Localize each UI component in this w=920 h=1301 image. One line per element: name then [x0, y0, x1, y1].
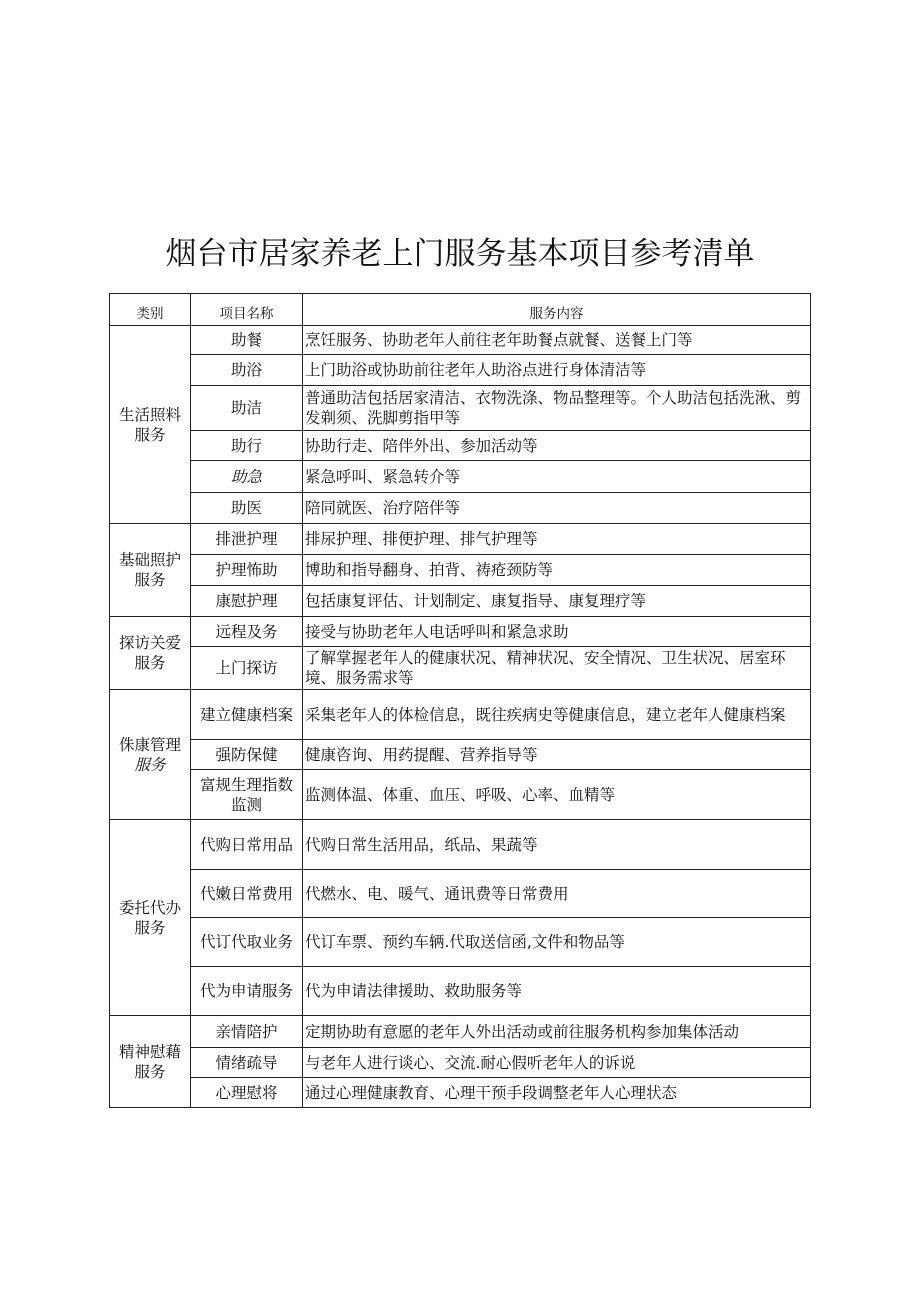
service-content-cell: 烹饪服务、协助老年人前往老年助餐点就餐、送餐上门等: [303, 326, 811, 355]
item-name-cell: 康慰护理: [191, 586, 303, 617]
service-content-cell: 协助行走、陪伴外出、参加活动等: [303, 431, 811, 461]
service-content-cell: 上门助浴或协助前往老年人助浴点进行身体清洁等: [303, 355, 811, 386]
service-content-cell: 与老年人进行谈心、交流.耐心假听老年人的诉说: [303, 1048, 811, 1078]
service-table: [109, 293, 811, 1108]
table-row: [110, 770, 811, 820]
category-label-line: 委托代办: [118, 898, 181, 917]
table-row: [110, 690, 811, 740]
category-cell: [110, 690, 191, 820]
service-content-cell: 接受与协助老年人电话呼叫和紧急求助: [303, 617, 811, 647]
item-name-cell: 代为申请服务: [191, 967, 303, 1016]
service-content-cell: 代燃水、电、暖气、通讯费等日常费用: [303, 870, 811, 918]
item-name-cell: 上门探访: [191, 647, 303, 690]
service-content-cell: 采集老年人的体检信息，既往疾病史等健康信息，建立老年人健康档案: [303, 690, 811, 740]
table-row: [110, 647, 811, 690]
table-row: [110, 967, 811, 1016]
item-name-cell: 代嫩日常费用: [191, 870, 303, 918]
item-name-cell: 心理慰将: [191, 1078, 303, 1108]
page-title: 烟台市居家养老上门服务基本项目参考清单: [165, 236, 755, 272]
category-label-line: 服务: [134, 1062, 166, 1081]
table-row: [110, 1078, 811, 1108]
item-name-cell: 护理怖助: [191, 555, 303, 586]
category-cell: [110, 820, 191, 1016]
item-name-cell: 助洁: [191, 386, 303, 431]
table-row: [110, 386, 811, 431]
category-label-line: 服务: [134, 571, 166, 589]
header-item: 项目名称: [191, 294, 303, 326]
table-row: [110, 586, 811, 617]
table-row: [110, 326, 811, 355]
service-content-cell: 通过心理健康教育、心理干预手段调整老年人心理状态: [303, 1078, 811, 1108]
table-row: [110, 493, 811, 524]
table-row: [110, 431, 811, 461]
service-content-cell: 代订车票、预约车辆.代取送信函,文件和物品等: [303, 918, 811, 967]
category-label-line: 侏康管理: [118, 735, 181, 754]
service-content-cell: 了解掌握老年人的健康状况、精神状况、安全情况、卫生状况、居室环境、服务需求等: [303, 647, 811, 690]
category-cell: [110, 617, 191, 690]
item-name-cell: 强防保健: [191, 740, 303, 770]
item-name-cell: 助急: [191, 461, 303, 493]
table-row: [110, 870, 811, 918]
category-label-line: 生活照料: [118, 405, 181, 424]
service-content-cell: 监测体温、体重、血压、呼吸、心率、血精等: [303, 770, 811, 820]
service-content-cell: 普通助洁包括居家清洁、衣物洗涤、物品整理等。个人助洁包括洗湫、剪发剃须、洗脚剪指甲等: [303, 386, 811, 431]
category-label-line: 服务: [134, 755, 166, 774]
item-name-cell: 助餐: [191, 326, 303, 355]
item-name-cell: 助医: [191, 493, 303, 524]
category-label-line: 服务: [134, 918, 166, 937]
table-header-row: [110, 294, 811, 326]
category-label-line: 服务: [134, 654, 166, 672]
table-row: [110, 1016, 811, 1048]
item-name-cell: 代购日常用品: [191, 820, 303, 870]
service-content-cell: 排尿护理、排便护理、排气护理等: [303, 524, 811, 555]
service-content-cell: 博助和指导翻身、拍背、祷疮颈防等: [303, 555, 811, 586]
category-cell: [110, 524, 191, 617]
item-name-cell: 建立健康档案: [191, 690, 303, 740]
table-row: [110, 524, 811, 555]
item-name-cell: 情绪疏导: [191, 1048, 303, 1078]
item-name-cell: 助浴: [191, 355, 303, 386]
category-cell: [110, 1016, 191, 1108]
item-name-cell: 远程及务: [191, 617, 303, 647]
header-content: 服务内容: [303, 294, 811, 326]
table-row: [110, 355, 811, 386]
table-row: [110, 1048, 811, 1078]
item-name-cell: 代订代取业务: [191, 918, 303, 967]
category-label-line: 服务: [134, 425, 166, 444]
table-row: [110, 555, 811, 586]
service-content-cell: 包括康复评估、计划制定、康复指导、康复理疗等: [303, 586, 811, 617]
table-row: [110, 820, 811, 870]
service-content-cell: 紧急呼叫、紧急转介等: [303, 461, 811, 493]
table-row: [110, 740, 811, 770]
item-name-cell: 富规生理指数监测: [191, 770, 303, 820]
category-cell: [110, 326, 191, 524]
service-content-cell: 代购日常生活用品，纸品、果蔬等: [303, 820, 811, 870]
header-category: 类别: [110, 294, 191, 326]
table-row: [110, 617, 811, 647]
category-label-line: 基础照护: [118, 551, 181, 569]
service-content-cell: 健康咨询、用药提醒、营养指导等: [303, 740, 811, 770]
item-name-cell: 亲情陪护: [191, 1016, 303, 1048]
table-row: [110, 461, 811, 493]
table-row: [110, 918, 811, 967]
service-content-cell: 陪同就医、治疗陪伴等: [303, 493, 811, 524]
service-content-cell: 代为申请法律援助、救助服务等: [303, 967, 811, 1016]
category-label-line: 精神慰藉: [118, 1042, 181, 1061]
service-content-cell: 定期协助有意愿的老年人外出活动或前往服务机构参加集体活动: [303, 1016, 811, 1048]
item-name-cell: 助行: [191, 431, 303, 461]
item-name-cell: 排泄护理: [191, 524, 303, 555]
category-label-line: 探访关爱: [118, 634, 181, 652]
